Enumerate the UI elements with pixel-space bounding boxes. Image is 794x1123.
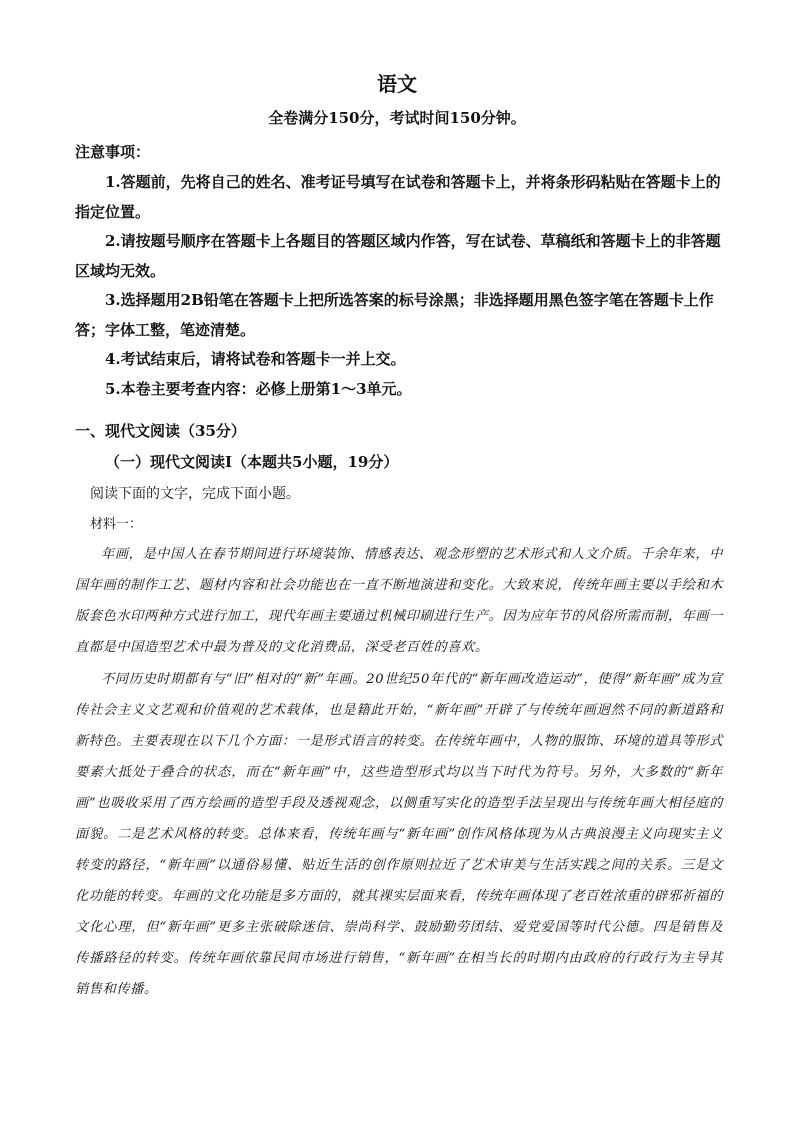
exam-info: 全卷满分150分，考试时间150分钟。 <box>268 109 526 127</box>
notice-item: 1.答题前，先将自己的姓名、准考证号填写在试卷和答题卡上，并将条形码粘贴在答题卡上的指定位置。 <box>75 173 721 221</box>
body-paragraph-1 <box>75 539 723 663</box>
paragraph-text: 年画，是中国人在春节期间进行环境装饰、情感表达、观念形塑的艺术形式和人文介质。千余年来，中国年画的制作工艺、题材内容和社会功能也在一直不断地演进和变化。大致来说，传统年画主要以手绘和木版套色水印两种方式进行加工，现代年画主要通过机械印刷进行生产。因为应年节的风俗所需而制，年画一直都是中国造型艺术中最为普及的文化消费品，深受老百姓的喜欢。 <box>75 547 724 655</box>
material-label: 材料一： <box>90 517 143 532</box>
reading-instruction: 阅读下面的文字，完成下面小题。 <box>90 486 300 502</box>
notice-item: 4.考试结束后，请将试卷和答题卡一并上交。 <box>105 350 406 368</box>
notice-heading: 注意事项： <box>75 143 151 161</box>
body-paragraph-2 <box>75 664 723 1005</box>
notice-list <box>75 168 725 404</box>
section-heading: 一、现代文阅读（35分） <box>75 422 246 440</box>
subsection-heading: （一）现代文阅读Ⅰ（本题共5小题，19分） <box>105 453 399 471</box>
notice-item: 2.请按题号顺序在答题卡上各题目的答题区域内作答，写在试卷、草稿纸和答题卡上的非答题区域均无效。 <box>75 232 721 280</box>
page-title: 语文 <box>377 72 417 96</box>
notice-item: 3.选择题用2B铅笔在答题卡上把所选答案的标号涂黑；非选择题用黑色签字笔在答题卡上作答；字体工整，笔迹清楚。 <box>75 291 714 339</box>
paragraph-text: 不同历史时期都有与“旧”相对的“新”年画。20世纪50年代的“新年画改造运动”，使得“新年画”成为宣传社会主义文艺观和价值观的艺术载体，也是籍此开始，“新年画”开辟了与传统年画迥然不同的新道路和新特色。主要表现在以下几个方面：一是形式语言的转变。在传统年画中，人物的服饰、环境的道具等形式要素大抵处于叠合的状态，而在“新年画”中，这些造型形式均以当下时代为符号。另外，大多数的“新年画”也吸收采用了西方绘画的造型手段及透视观念，以侧重写实化的造型手法呈现出与传统年画大相径庭的面貌。二是艺术风格的转变。总体来看，传统年画与“新年画”创作风格体现为从古典浪漫主义向现实主义转变的路径，“新年画”以通俗易懂、贴近生活的创作原则拉近了艺术审美与生活实践之间的关系。三是文化功能的转变。年画的文化功能是多方面的，就其裸实层面来看，传统年画体现了老百姓浓重的辟邪祈福的文化心理，但“新年画”更多主张破除迷信、崇尚科学、鼓励勤劳团结、爱党爱国等时代公德。四是销售及传播路径的转变。传统年画依靠民间市场进行销售，“新年画”在相当长的时期内由政府的行政行为主导其销售和传播。 <box>75 672 724 997</box>
notice-item: 5.本卷主要考查内容：必修上册第1～3单元。 <box>105 379 412 398</box>
